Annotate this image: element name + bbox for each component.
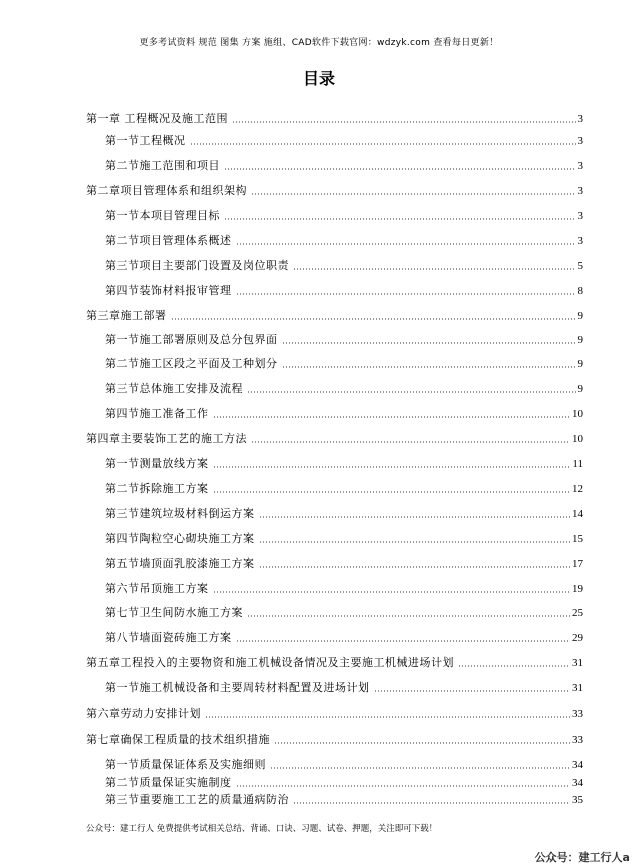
toc-dot-leader xyxy=(213,416,571,418)
toc-section-entry[interactable] xyxy=(105,629,583,645)
toc-entry-label: 第七节卫生间防水施工方案 xyxy=(105,606,243,619)
toc-dot-leader xyxy=(213,466,571,468)
toc-entry-page-number: 11 xyxy=(572,458,583,470)
toc-section-entry[interactable] xyxy=(105,505,583,521)
toc-section-entry[interactable] xyxy=(105,774,583,790)
toc-entry-page-number: 12 xyxy=(572,483,583,495)
toc-entry-label: 第五章工程投入的主要物资和施工机械设备情况及主要施工机械进场计划 xyxy=(86,656,454,669)
toc-dot-leader xyxy=(458,665,570,667)
toc-chapter-entry[interactable] xyxy=(86,182,583,198)
toc-entry-label: 第二章项目管理体系和组织架构 xyxy=(86,184,247,197)
toc-section-entry[interactable] xyxy=(105,355,583,371)
toc-dot-leader xyxy=(224,218,576,220)
toc-dot-leader xyxy=(190,143,576,145)
toc-entry-label: 第二节项目管理体系概述 xyxy=(105,234,232,247)
toc-entry-page-number: 34 xyxy=(572,759,583,771)
toc-dot-leader xyxy=(251,193,576,195)
toc-entry-label: 第一节工程概况 xyxy=(105,134,186,147)
toc-entry-label: 第四节施工准备工作 xyxy=(105,407,209,420)
watermark: 公众号：建工行人a xyxy=(534,851,630,864)
toc-entry-label: 第七章确保工程质量的技术组织措施 xyxy=(86,733,270,746)
toc-entry-label: 第一节本项目管理目标 xyxy=(105,209,220,222)
toc-entry-page-number: 10 xyxy=(572,408,583,420)
toc-entry-label: 第一节测量放线方案 xyxy=(105,457,209,470)
toc-entry-label: 第四章主要装饰工艺的施工方法 xyxy=(86,432,247,445)
toc-chapter-entry[interactable] xyxy=(86,307,583,323)
toc-entry-page-number: 3 xyxy=(577,185,583,197)
page-header: 更多考试资料 规范 图集 方案 施组、CAD软件下载官网：wdzyk.com 查看每日更新！ xyxy=(139,38,499,48)
toc-dot-leader xyxy=(259,541,571,543)
toc-entry-label: 第一章 工程概况及施工范围 xyxy=(86,112,228,125)
toc-entry-label: 第一节施工机械设备和主要周转材料配置及进场计划 xyxy=(105,681,370,694)
toc-section-entry[interactable] xyxy=(105,679,583,695)
toc-dot-leader xyxy=(232,121,576,123)
toc-section-entry[interactable] xyxy=(105,555,583,571)
toc-section-entry[interactable] xyxy=(105,530,583,546)
toc-entry-label: 第五节墙顶面乳胶漆施工方案 xyxy=(105,557,255,570)
toc-dot-leader xyxy=(374,690,571,692)
toc-entry-page-number: 31 xyxy=(572,682,583,694)
toc-entry-label: 第四节陶粒空心砌块施工方案 xyxy=(105,532,255,545)
toc-entry-label: 第三节项目主要部门设置及岗位职责 xyxy=(105,259,289,272)
toc-entry-page-number: 3 xyxy=(577,235,583,247)
toc-dot-leader xyxy=(251,441,570,443)
toc-entry-page-number: 3 xyxy=(577,160,583,172)
toc-entry-page-number: 9 xyxy=(577,383,583,395)
toc-entry-page-number: 35 xyxy=(572,794,583,806)
toc-entry-label: 第三章施工部署 xyxy=(86,309,167,322)
toc-entry-label: 第八节墙面瓷砖施工方案 xyxy=(105,631,232,644)
toc-section-entry[interactable] xyxy=(105,282,583,298)
toc-entry-page-number: 3 xyxy=(577,113,583,125)
toc-dot-leader xyxy=(293,802,570,804)
toc-chapter-entry[interactable] xyxy=(86,654,583,670)
toc-dot-leader xyxy=(236,293,576,295)
toc-chapter-entry[interactable] xyxy=(86,731,583,747)
toc-entry-page-number: 8 xyxy=(577,285,583,297)
toc-entry-page-number: 9 xyxy=(577,334,583,346)
toc-entry-page-number: 9 xyxy=(577,358,583,370)
footer-note: 公众号：建工行人 免费提供考试相关总结、背诵、口诀、习题、试卷、押题，关注即可下载！ xyxy=(86,824,438,834)
toc-section-entry[interactable] xyxy=(105,480,583,496)
toc-entry-page-number: 10 xyxy=(572,433,583,445)
toc-entry-page-number: 25 xyxy=(572,607,583,619)
toc-dot-leader xyxy=(205,716,570,718)
toc-entry-label: 第二节质量保证实施制度 xyxy=(105,776,232,789)
toc-entry-label: 第四节装饰材料报审管理 xyxy=(105,284,232,297)
toc-dot-leader xyxy=(282,342,576,344)
toc-section-entry[interactable] xyxy=(105,580,583,596)
toc-entry-label: 第六节吊顶施工方案 xyxy=(105,582,209,595)
toc-section-entry[interactable] xyxy=(105,756,583,772)
toc-dot-leader xyxy=(236,640,571,642)
toc-entry-page-number: 29 xyxy=(572,632,583,644)
toc-entry-page-number: 5 xyxy=(577,260,583,272)
toc-entry-page-number: 33 xyxy=(572,734,583,746)
toc-entry-page-number: 34 xyxy=(572,777,583,789)
toc-dot-leader xyxy=(247,615,570,617)
toc-entry-label: 第六章劳动力安排计划 xyxy=(86,707,201,720)
toc-entry-label: 第二节施工范围和项目 xyxy=(105,159,220,172)
toc-section-entry[interactable] xyxy=(105,331,583,347)
toc-dot-leader xyxy=(274,742,570,744)
toc-dot-leader xyxy=(171,318,576,320)
toc-entry-page-number: 15 xyxy=(572,533,583,545)
toc-entry-page-number: 3 xyxy=(577,210,583,222)
toc-dot-leader xyxy=(282,366,576,368)
toc-section-entry[interactable] xyxy=(105,257,583,273)
toc-dot-leader xyxy=(259,516,571,518)
page-title: 目录 xyxy=(302,69,335,88)
toc-dot-leader xyxy=(224,168,576,170)
toc-section-entry[interactable] xyxy=(105,232,583,248)
toc-entry-label: 第一节质量保证体系及实施细则 xyxy=(105,758,266,771)
toc-chapter-entry[interactable] xyxy=(86,110,583,126)
toc-entry-page-number: 9 xyxy=(577,310,583,322)
toc-entry-page-number: 17 xyxy=(572,558,583,570)
toc-section-entry[interactable] xyxy=(105,380,583,396)
toc-entry-label: 第一节施工部署原则及总分包界面 xyxy=(105,333,278,346)
toc-section-entry[interactable] xyxy=(105,405,583,421)
toc-entry-page-number: 19 xyxy=(572,583,583,595)
toc-entry-label: 第二节拆除施工方案 xyxy=(105,482,209,495)
toc-dot-leader xyxy=(270,767,570,769)
toc-section-entry[interactable] xyxy=(105,207,583,223)
toc-dot-leader xyxy=(236,243,576,245)
toc-entry-page-number: 3 xyxy=(577,135,583,147)
toc-entry-label: 第三节总体施工安排及流程 xyxy=(105,382,243,395)
toc-entry-page-number: 31 xyxy=(572,657,583,669)
toc-entry-label: 第二节施工区段之平面及工种划分 xyxy=(105,357,278,370)
toc-dot-leader xyxy=(259,566,571,568)
toc-dot-leader xyxy=(236,785,571,787)
toc-section-entry[interactable] xyxy=(105,604,583,620)
toc-chapter-entry[interactable] xyxy=(86,430,583,446)
toc-section-entry[interactable] xyxy=(105,132,583,148)
toc-entry-page-number: 14 xyxy=(572,508,583,520)
toc-section-entry[interactable] xyxy=(105,157,583,173)
toc-dot-leader xyxy=(213,491,571,493)
toc-entry-page-number: 33 xyxy=(572,708,583,720)
toc-section-entry[interactable] xyxy=(105,791,583,807)
toc-dot-leader xyxy=(213,591,571,593)
toc-entry-label: 第三节重要施工工艺的质量通病防治 xyxy=(105,793,289,806)
toc-section-entry[interactable] xyxy=(105,455,583,471)
toc-dot-leader xyxy=(247,391,576,393)
toc-chapter-entry[interactable] xyxy=(86,705,583,721)
toc-dot-leader xyxy=(293,268,576,270)
toc-entry-label: 第三节建筑垃圾材料倒运方案 xyxy=(105,507,255,520)
